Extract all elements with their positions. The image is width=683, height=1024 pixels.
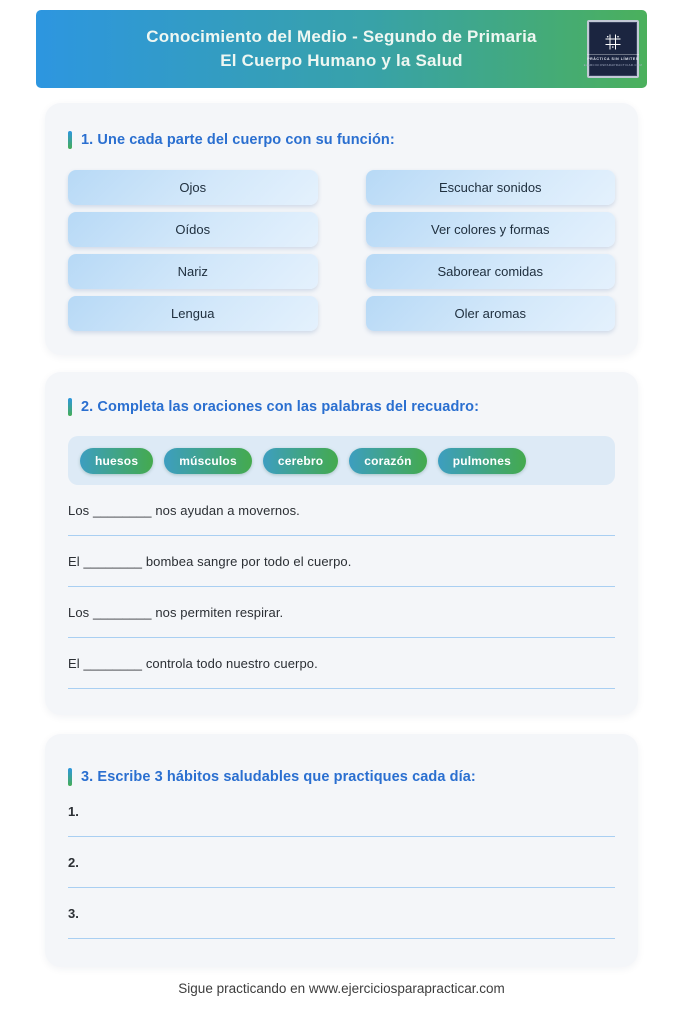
fill-sentence-text: El ________ bombea sangre por todo el cuerpo. [68,554,352,569]
habit-number: 1. [68,804,79,819]
worksheet-subtitle-line2: El Cuerpo Humano y la Salud [220,51,463,70]
match-box-body-part[interactable]: Ojos [68,170,318,205]
word-pill[interactable]: huesos [80,448,153,474]
fill-sentence-row [68,605,615,638]
habit-write-line[interactable] [68,887,615,888]
habit-number: 3. [68,906,79,921]
logo-website-text: EJERCICIOSPARAPRACTICAR.COM [583,62,643,67]
match-box-body-part[interactable]: Nariz [68,254,318,289]
accent-bar-icon [68,398,72,416]
section-fill-card [45,372,638,715]
section-habits-card [45,734,638,967]
section2-title: 2. Completa las oraciones con las palabras del recuadro: [81,399,480,415]
logo-brand-text: PRÁCTICA SIN LÍMITES [587,54,639,61]
fill-sentence-row [68,656,615,689]
word-pill[interactable]: corazón [349,448,426,474]
worksheet-header [36,10,647,88]
match-box-body-part[interactable]: Oídos [68,212,318,247]
hash-grid-icon [603,32,623,52]
footer-practice-text: Sigue practicando en www.ejerciciosparapracticar.com [178,981,505,996]
section3-heading [68,768,615,786]
fill-sentence-text: El ________ controla todo nuestro cuerpo. [68,656,318,671]
match-box-function[interactable]: Escuchar sonidos [366,170,616,205]
fill-sentence-text: Los ________ nos ayudan a movernos. [68,503,300,518]
habit-write-line[interactable] [68,836,615,837]
brand-logo [583,20,643,78]
match-box-function[interactable]: Saborear comidas [366,254,616,289]
word-pill[interactable]: cerebro [263,448,338,474]
habit-row [68,855,615,888]
habit-row [68,804,615,837]
word-pill[interactable]: pulmones [438,448,526,474]
section2-heading [68,398,615,416]
section3-title: 3. Escribe 3 hábitos saludables que practiques cada día: [81,769,476,785]
match-box-function[interactable]: Oler aromas [366,296,616,331]
habit-row [68,906,615,939]
worksheet-title-line1: Conocimiento del Medio - Segundo de Primaria [146,27,537,46]
word-pill[interactable]: músculos [164,448,252,474]
word-bank [68,436,615,485]
fill-sentence-row [68,554,615,587]
habit-number: 2. [68,855,79,870]
accent-bar-icon [68,768,72,786]
answer-line[interactable] [68,535,615,536]
match-box-body-part[interactable]: Lengua [68,296,318,331]
section1-heading [68,131,615,149]
habit-write-line[interactable] [68,938,615,939]
match-box-function[interactable]: Ver colores y formas [366,212,616,247]
fill-sentence-text: Los ________ nos permiten respirar. [68,605,284,620]
fill-sentence-row [68,503,615,536]
answer-line[interactable] [68,688,615,689]
accent-bar-icon [68,131,72,149]
answer-line[interactable] [68,586,615,587]
answer-line[interactable] [68,637,615,638]
section1-title: 1. Une cada parte del cuerpo con su función: [81,132,395,148]
section-match-card [45,103,638,355]
match-grid [68,170,615,331]
